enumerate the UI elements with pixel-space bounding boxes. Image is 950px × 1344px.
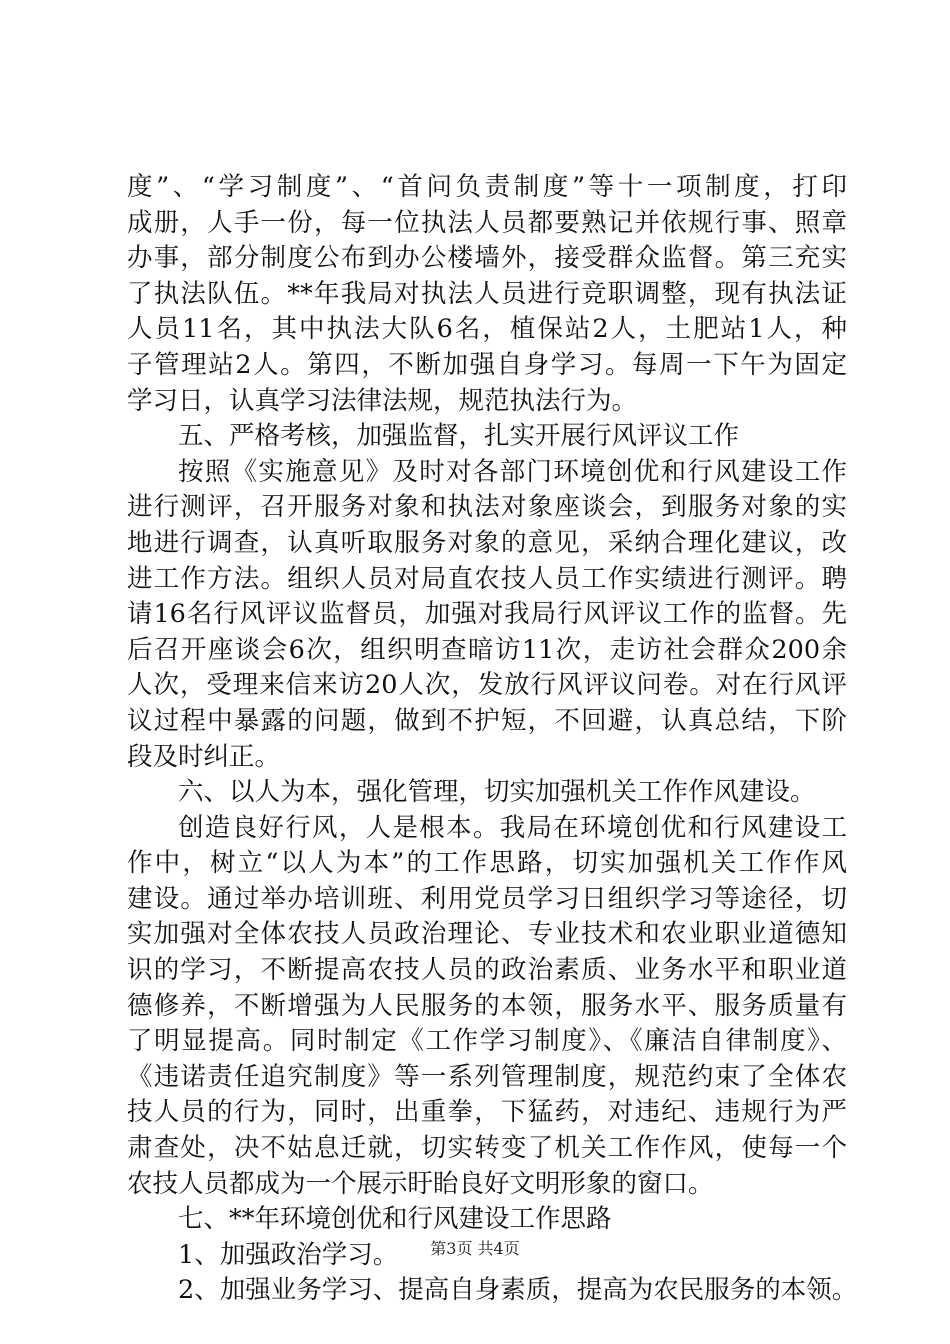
text-line: 成册，人手一份，每一位执法人员都要熟记并依规行事、照章 — [127, 207, 847, 238]
text-line: 七、**年环境创优和行风建设工作思路 — [178, 1204, 612, 1235]
text-line: 进行测评，召开服务对象和执法对象座谈会，到服务对象的实 — [127, 492, 847, 523]
text-line: 人员11名，其中执法大队6名，植保站2人，土肥站1人，种 — [127, 314, 847, 345]
text-line: 子管理站2人。第四，不断加强自身学习。每周一下午为固定 — [127, 349, 847, 380]
text-line: 度”、“学习制度”、“首问负责制度”等十一项制度，打印 — [127, 172, 847, 202]
text-line: 肃查处，决不姑息迁就，切实转变了机关工作作风，使每一个 — [127, 1133, 847, 1164]
text-line: 德修养，不断增强为人民服务的本领，服务水平、服务质量有 — [127, 990, 847, 1021]
text-line: 识的学习，不断提高农技人员的政治素质、业务水平和职业道 — [127, 955, 847, 986]
text-line: 后召开座谈会6次，组织明查暗访11次，走访社会群众200余 — [127, 634, 847, 665]
text-line: 五、严格考核，加强监督，扎实开展行风评议工作 — [178, 421, 740, 452]
text-line: 请16名行风评议监督员，加强对我局行风评议工作的监督。先 — [127, 599, 847, 630]
text-line: 作中，树立“以人为本”的工作思路，切实加强机关工作作风 — [127, 848, 847, 879]
text-line: 办事，部分制度公布到办公楼墙外，接受群众监督。第三充实 — [127, 243, 847, 274]
text-line: 学习日，认真学习法律法规，规范执法行为。 — [127, 385, 638, 416]
text-line: 了明显提高。同时制定《工作学习制度》、《廉洁自律制度》、 — [127, 1026, 847, 1057]
text-line: 2、加强业务学习、提高自身素质，提高为农民服务的本领。 — [178, 1275, 858, 1306]
text-line: 技人员的行为，同时，出重拳，下猛药，对违纪、违规行为严 — [127, 1097, 847, 1128]
text-line: 了执法队伍。**年我局对执法人员进行竞职调整，现有执法证 — [127, 278, 847, 309]
body-text — [127, 170, 858, 1309]
text-line: 进工作方法。组织人员对局直农技人员工作实绩进行测评。聘 — [127, 563, 847, 594]
text-line: 1、加强政治学习。 — [178, 1239, 399, 1270]
text-line: 六、以人为本，强化管理，切实加强机关工作作风建设。 — [178, 777, 816, 808]
text-line: 段及时纠正。 — [127, 741, 281, 772]
text-line: 议过程中暴露的问题，做到不护短，不回避，认真总结，下阶 — [127, 705, 847, 736]
text-line: 人次，受理来信来访20人次，发放行风评议问卷。对在行风评 — [127, 670, 847, 701]
text-line: 地进行调查，认真听取服务对象的意见，采纳合理化建议，改 — [127, 527, 847, 558]
text-line: 建设。通过举办培训班、利用党员学习日组织学习等途径，切 — [127, 883, 847, 914]
text-line: 农技人员都成为一个展示盱眙良好文明形象的窗口。 — [127, 1168, 714, 1199]
text-line: 《违诺责任追究制度》等一系列管理制度，规范约束了全体农 — [127, 1061, 847, 1092]
text-line: 按照《实施意见》及时对各部门环境创优和行风建设工作 — [178, 456, 847, 487]
text-line: 创造良好行风，人是根本。我局在环境创优和行风建设工 — [178, 812, 847, 843]
text-line: 实加强对全体农技人员政治理论、专业技术和农业职业道德知 — [127, 919, 847, 950]
page-footer: 第3页 共4页 — [430, 1239, 520, 1258]
